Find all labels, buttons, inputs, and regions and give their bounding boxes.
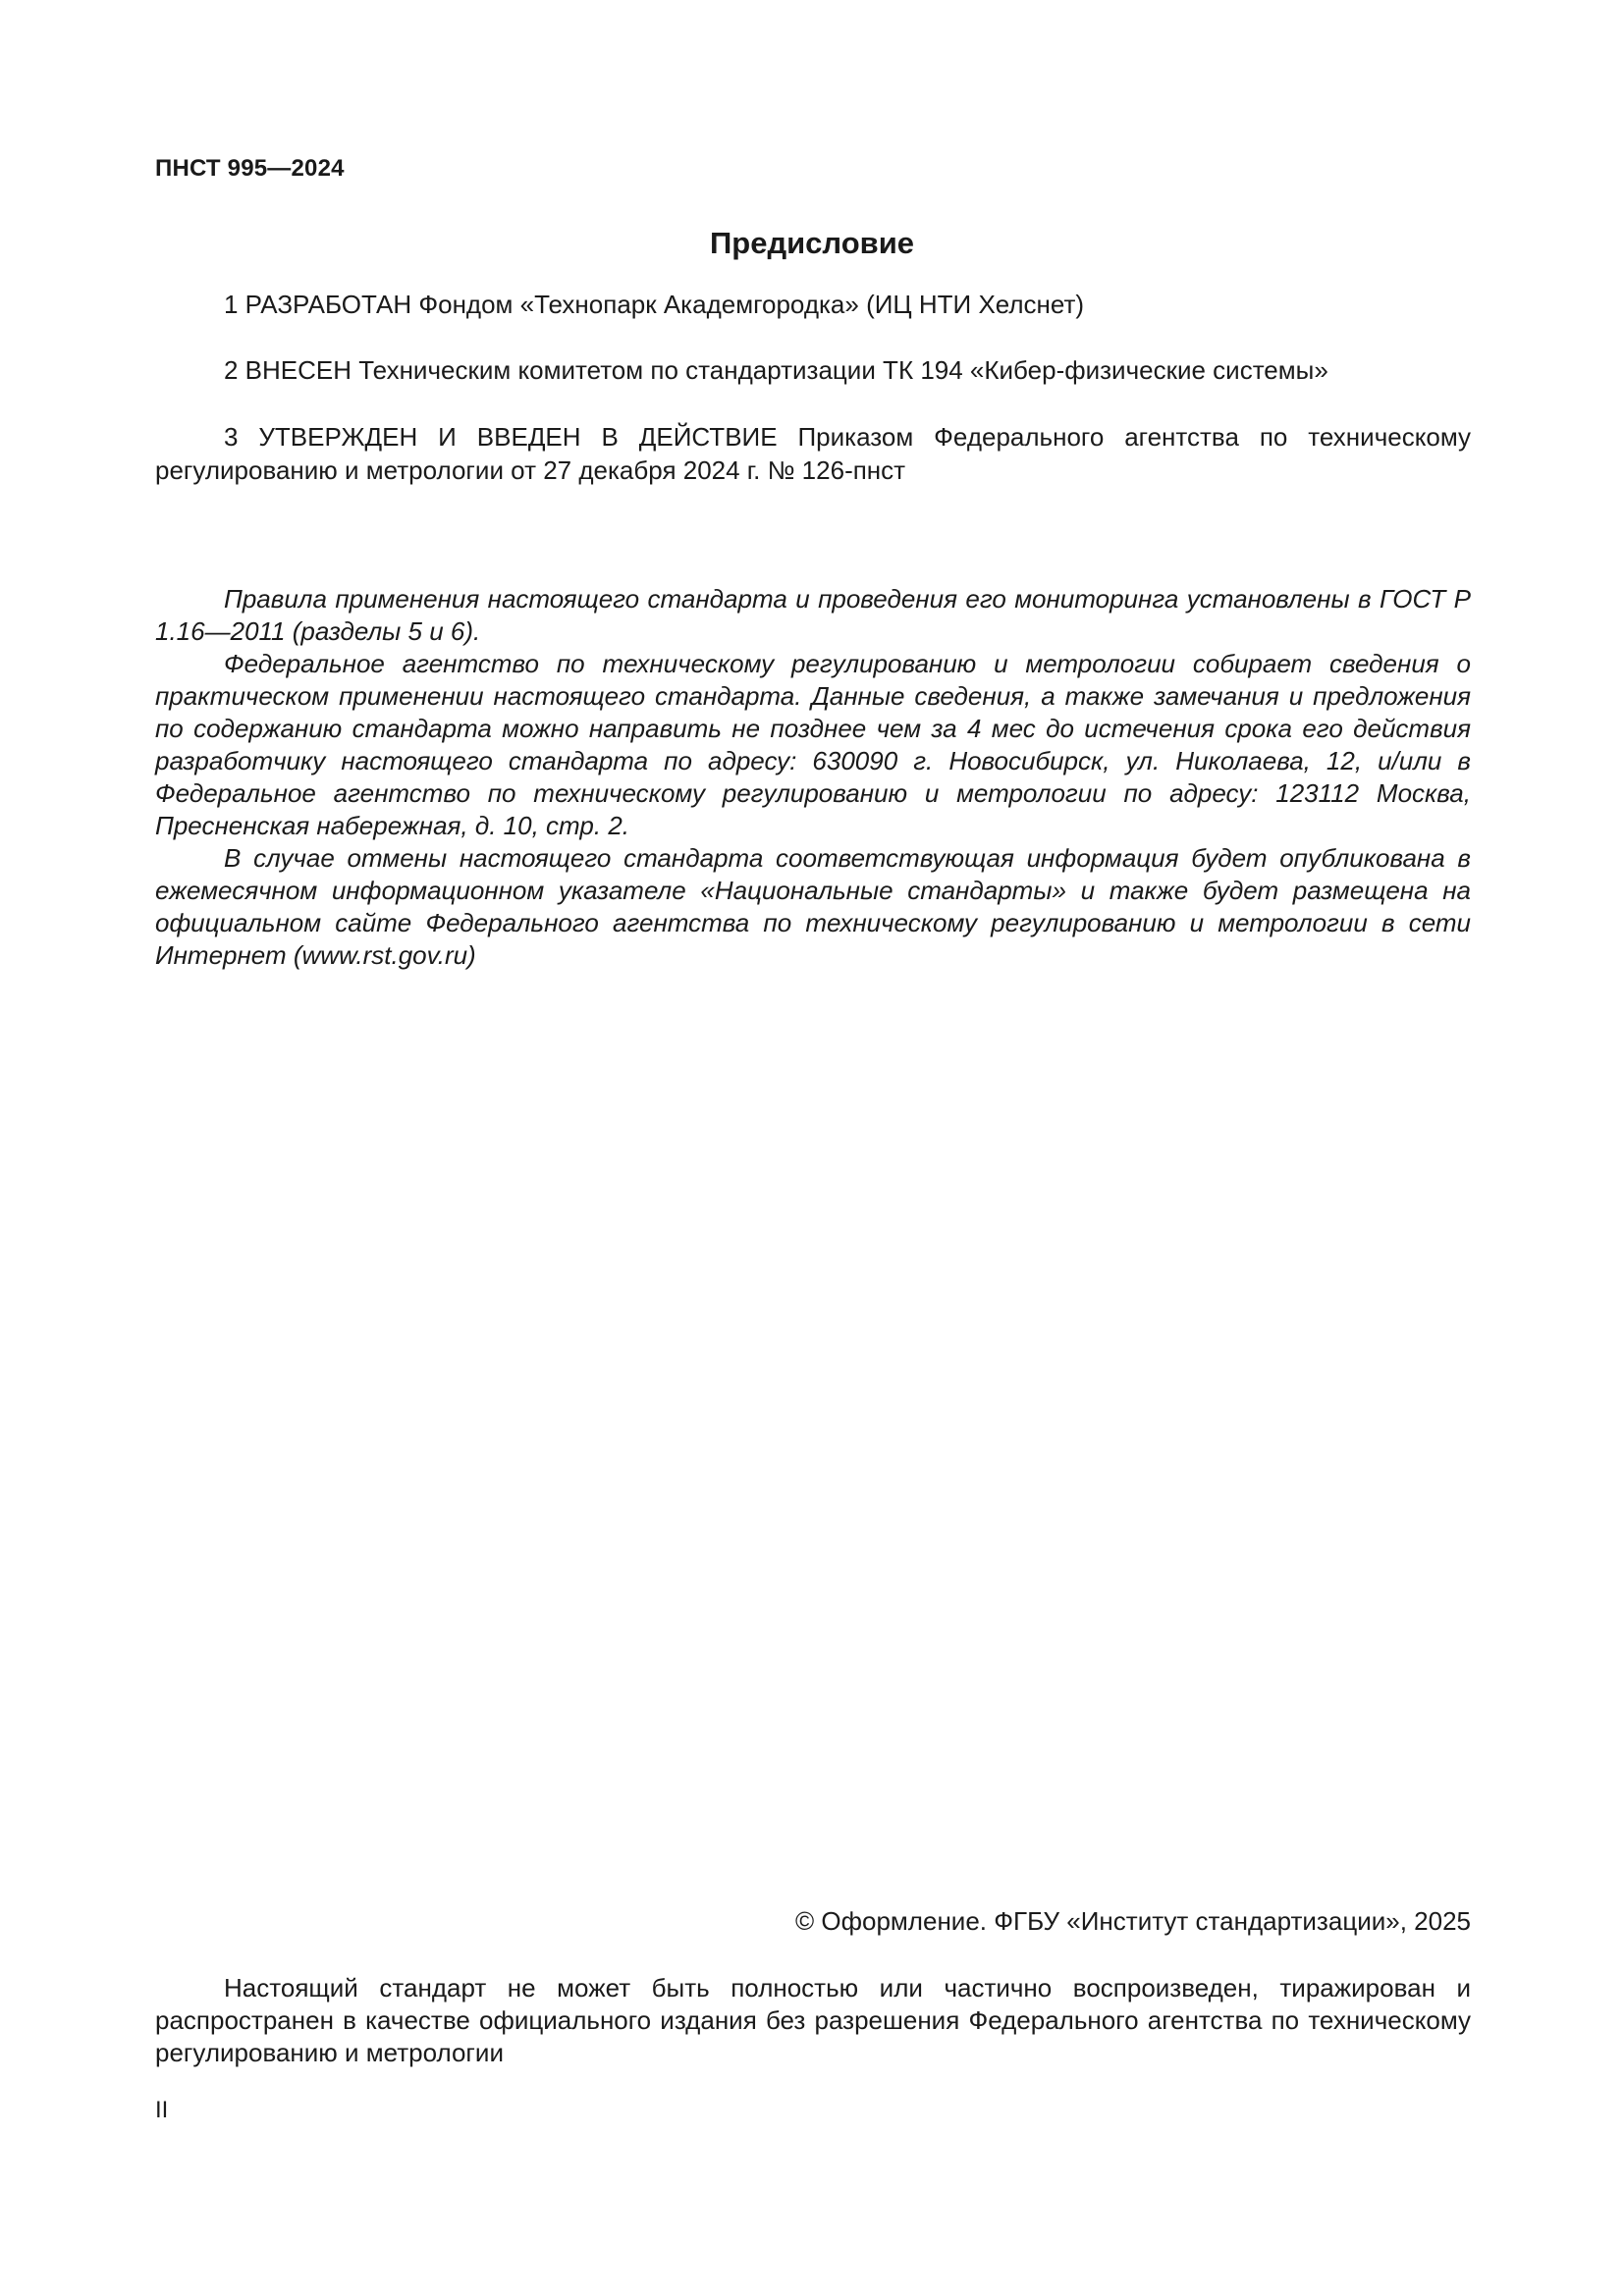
note-rules: Правила применения настоящего стандарта и проведения его мониторинга установлены в ГОСТ Р 1.16—2011 (разделы 5 и 6). — [155, 584, 1471, 646]
application-notes — [155, 583, 1471, 972]
foreword-item-2: 2 ВНЕСЕН Техническим комитетом по стандартизации ТК 194 «Кибер-физические системы» — [224, 355, 1328, 385]
reproduction-disclaimer: Настоящий стандарт не может быть полностью или частично воспроизведен, тиражирован и распространен в качестве официального издания без разрешения Федерального агентства по техническому регулированию и метрологии — [155, 1973, 1471, 2067]
foreword-item-1: 1 РАЗРАБОТАН Фондом «Технопарк Академгородка» (ИЦ НТИ Хелснет) — [224, 290, 1085, 319]
copyright-line: © Оформление. ФГБУ «Институт стандартизации», 2025 — [795, 1906, 1471, 1936]
note-monitoring: Федеральное агентство по техническому регулированию и метрологии собирает сведения о практическом применении настоящего стандарта. Данные сведения, а также замечания и предложения по содержанию стандарта можно направить не позднее чем за 4 мес до истечения срока его действия разработчику настоящего стандарта по адресу: 630090 г. Новосибирск, ул. Николаева, 12, и/или в Федеральное агентство по техническому регулированию и метрологии по адресу: 123112 Москва, Пресненская набережная, д. 10, стр. 2. — [155, 649, 1471, 840]
foreword-item-3: 3 УТВЕРЖДЕН И ВВЕДЕН В ДЕЙСТВИЕ Приказом Федерального агентства по техническому регулированию и метрологии от 27 декабря 2024 г. № 126-пнст — [155, 422, 1471, 485]
document-code: ПНСТ 995—2024 — [155, 155, 345, 182]
page-title: Предисловие — [709, 226, 914, 260]
note-cancellation: В случае отмены настоящего стандарта соответствующая информация будет опубликована в ежемесячном информационном указателе «Национальные стандарты» и также будет размещена на официальном сайте Федерального агентства по техническому регулированию и метрологии в сети Интернет (www.rst.gov.ru) — [155, 843, 1471, 970]
page-number: II — [155, 2097, 169, 2123]
